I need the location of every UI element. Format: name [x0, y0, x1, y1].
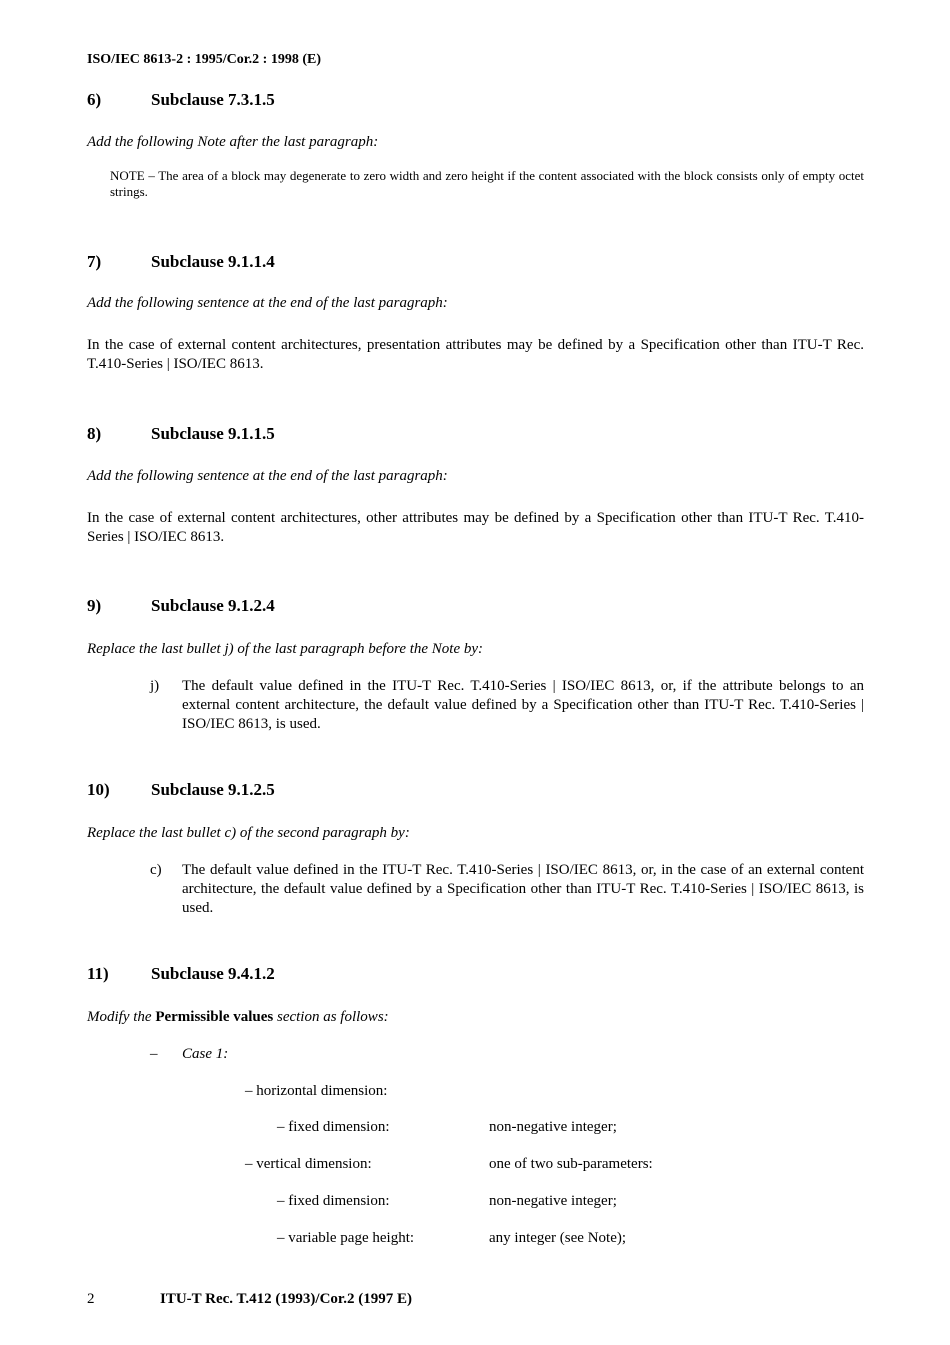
section-heading-11: [87, 964, 275, 984]
item-text: The default value defined in the ITU-T Rec. T.410-Series | ISO/IEC 8613, or, if the attribute belongs to an external content architecture, the default value defined by a Specification other than ITU-T Rec. T.410-Series | ISO/IEC 8613, is used.: [182, 678, 864, 732]
instruction-pre: Modify the: [87, 1009, 152, 1025]
footer-reference: ITU-T Rec. T.412 (1993)/Cor.2 (1997 E): [160, 1291, 412, 1307]
instruction-post: section as follows:: [276, 1009, 389, 1025]
section-instruction: Add the following Note after the last paragraph:: [87, 134, 379, 150]
section-heading-8: [87, 424, 275, 444]
case-dash: –: [150, 1046, 158, 1062]
list-item: [150, 677, 864, 734]
running-header: ISO/IEC 8613-2 : 1995/Cor.2 : 1998 (E): [87, 52, 321, 67]
instruction-bold: Permissible values: [155, 1009, 274, 1025]
section-title: Subclause 9.1.2.4: [151, 596, 275, 615]
page-number: 2: [87, 1291, 95, 1307]
section-title: Subclause 9.1.2.5: [151, 780, 275, 799]
param-value: non-negative integer;: [489, 1193, 617, 1209]
param-label-fixed-dimension: – fixed dimension:: [277, 1119, 390, 1135]
section-heading-10: [87, 780, 275, 800]
param-value: non-negative integer;: [489, 1119, 617, 1135]
section-title: Subclause 9.1.1.4: [151, 252, 275, 271]
section-instruction: Add the following sentence at the end of the last paragraph:: [87, 295, 448, 311]
section-paragraph: In the case of external content architectures, other attributes may be defined by a Specification other than ITU-T Rec. T.410-Series | ISO/IEC 8613.: [87, 510, 864, 545]
section-number: 9): [87, 596, 102, 615]
case-label: Case 1:: [182, 1046, 229, 1062]
param-value: one of two sub-parameters:: [489, 1156, 653, 1172]
param-value: any integer (see Note);: [489, 1230, 627, 1246]
section-heading-9: [87, 596, 275, 616]
page-footer: [87, 1291, 412, 1308]
section-title: Subclause 7.3.1.5: [151, 90, 275, 109]
section-number: 11): [87, 964, 109, 983]
section-number: 7): [87, 252, 102, 271]
section-number: 6): [87, 90, 102, 109]
section-paragraph: In the case of external content architectures, presentation attributes may be defined by a Specification other than ITU-T Rec. T.410-Series | ISO/IEC 8613.: [87, 337, 864, 372]
param-label-fixed-dimension: – fixed dimension:: [277, 1193, 390, 1209]
section-number: 10): [87, 780, 110, 799]
item-text: The default value defined in the ITU-T Rec. T.410-Series | ISO/IEC 8613, or, in the case of an external content architecture, the default value defined by a Specification other than ITU-T Rec. T.410-Series | ISO/IEC 8613, is used.: [182, 862, 864, 916]
section-title: Subclause 9.1.1.5: [151, 424, 275, 443]
item-label: j): [150, 678, 160, 694]
section-heading-6: [87, 90, 275, 110]
section-heading-7: [87, 252, 275, 272]
param-label-vertical-dimension: – vertical dimension:: [245, 1156, 372, 1172]
param-label-variable-page-height: – variable page height:: [277, 1230, 415, 1246]
param-label-horizontal-dimension: – horizontal dimension:: [245, 1083, 388, 1099]
section-instruction: Add the following sentence at the end of the last paragraph:: [87, 468, 448, 484]
list-item: [150, 861, 864, 918]
section-instruction: Replace the last bullet c) of the second paragraph by:: [87, 825, 410, 841]
item-label: c): [150, 862, 162, 878]
section-instruction: Replace the last bullet j) of the last paragraph before the Note by:: [87, 641, 484, 657]
section-title: Subclause 9.4.1.2: [151, 964, 275, 983]
note-text: NOTE – The area of a block may degenerate to zero width and zero height if the content associated with the block consists only of empty octet strings.: [110, 168, 864, 199]
section-number: 8): [87, 424, 102, 443]
case-item: [150, 1046, 228, 1063]
section-instruction: [87, 1009, 864, 1026]
